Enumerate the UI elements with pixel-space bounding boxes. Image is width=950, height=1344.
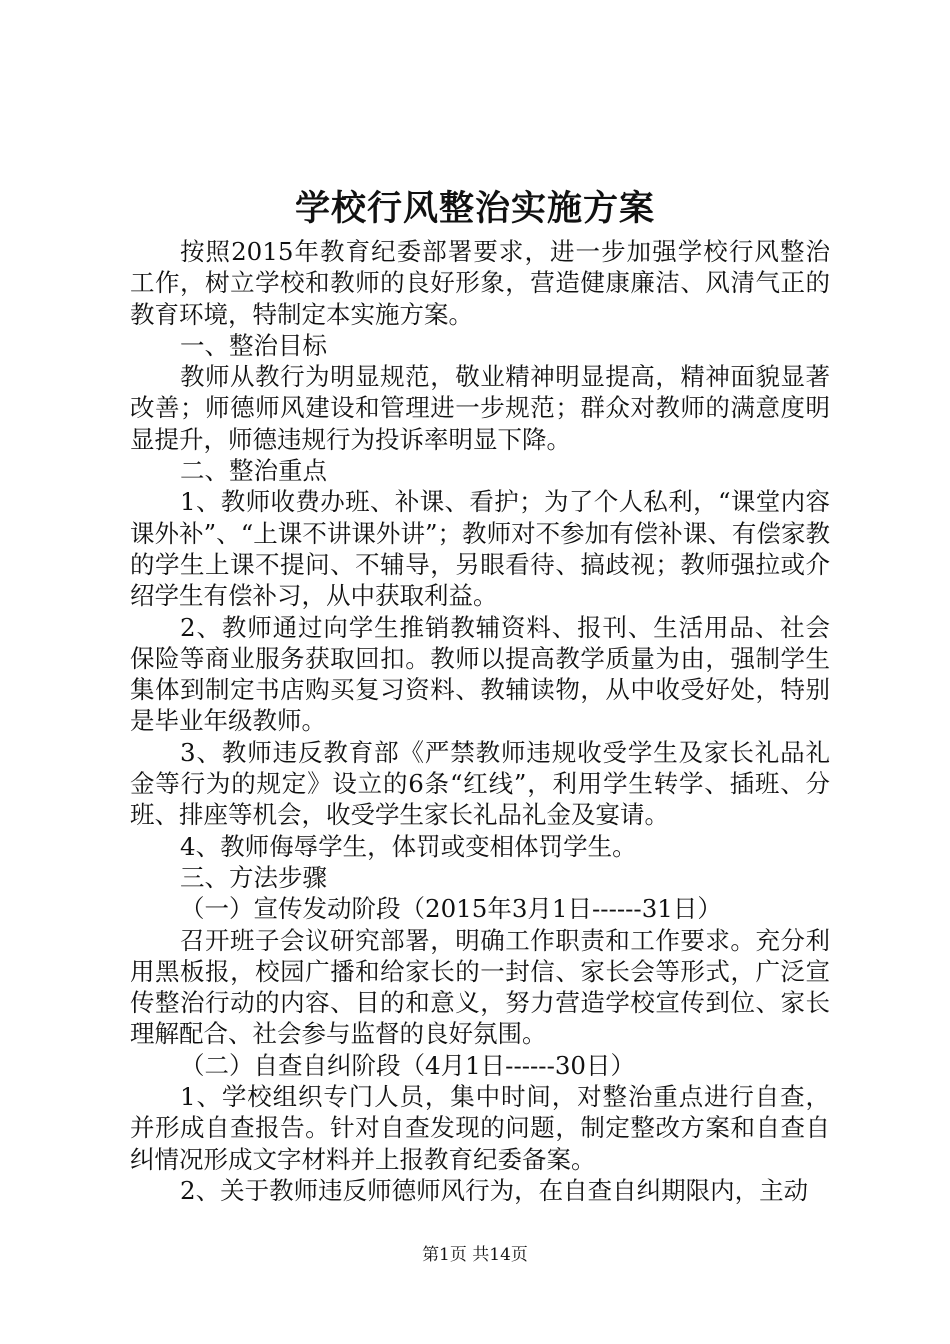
section-heading-goals: 一、整治目标 xyxy=(180,330,327,360)
focus-item-1: 1、教师收费办班、补课、看护；为了个人私利，“课堂内容课外补”、“上课不讲课外讲”；教师对不参加有偿补课、有偿家教的学生上课不提问、不辅导，另眼看待、搞歧视；教师强拉或介绍学生有偿补习，从中获取利益。 xyxy=(130,487,830,611)
page-footer: 第1页 共14页 xyxy=(422,1245,528,1265)
document-title: 学校行风整治实施方案 xyxy=(294,188,655,229)
self-check-item-1: 1、学校组织专门人员，集中时间，对整治重点进行自查，并形成自查报告。针对自查发现的问题，制定整改方案和自查自纠情况形成文字材料并上报教育纪委备案。 xyxy=(130,1082,830,1174)
stage-heading-self-check: （二）自查自纠阶段（4月1日------30日） xyxy=(180,1050,636,1080)
intro-paragraph: 按照2015年教育纪委部署要求，进一步加强学校行风整治工作，树立学校和教师的良好形象，营造健康廉洁、风清气正的教育环境，特制定本实施方案。 xyxy=(130,237,830,329)
section-heading-steps: 三、方法步骤 xyxy=(180,862,327,892)
focus-item-2: 2、教师通过向学生推销教辅资料、报刊、生活用品、社会保险等商业服务获取回扣。教师以提高教学质量为由，强制学生集体到制定书店购买复习资料、教辅读物，从中收受好处，特别是毕业年级教师。 xyxy=(130,612,830,736)
goals-paragraph: 教师从教行为明显规范，敬业精神明显提高，精神面貌显著改善；师德师风建设和管理进一步规范；群众对教师的满意度明显提升，师德违规行为投诉率明显下降。 xyxy=(130,362,830,454)
section-heading-focus: 二、整治重点 xyxy=(180,456,327,486)
self-check-item-2: 2、关于教师违反师德师风行为，在自查自纠期限内，主动 xyxy=(180,1175,809,1205)
document-body xyxy=(130,236,830,1206)
focus-item-3: 3、教师违反教育部《严禁教师违规收受学生及家长礼品礼金等行为的规定》设立的6条“红线”，利用学生转学、插班、分班、排座等机会，收受学生家长礼品礼金及宴请。 xyxy=(130,737,830,830)
stage-heading-publicity: （一）宣传发动阶段（2015年3月1日------31日） xyxy=(180,894,722,924)
focus-item-4: 4、教师侮辱学生，体罚或变相体罚学生。 xyxy=(180,831,637,861)
publicity-paragraph: 召开班子会议研究部署，明确工作职责和工作要求。充分利用黑板报，校园广播和给家长的一封信、家长会等形式，广泛宣传整治行动的内容、目的和意义，努力营造学校宣传到位、家长理解配合、社会参与监督的良好氛围。 xyxy=(130,925,830,1049)
